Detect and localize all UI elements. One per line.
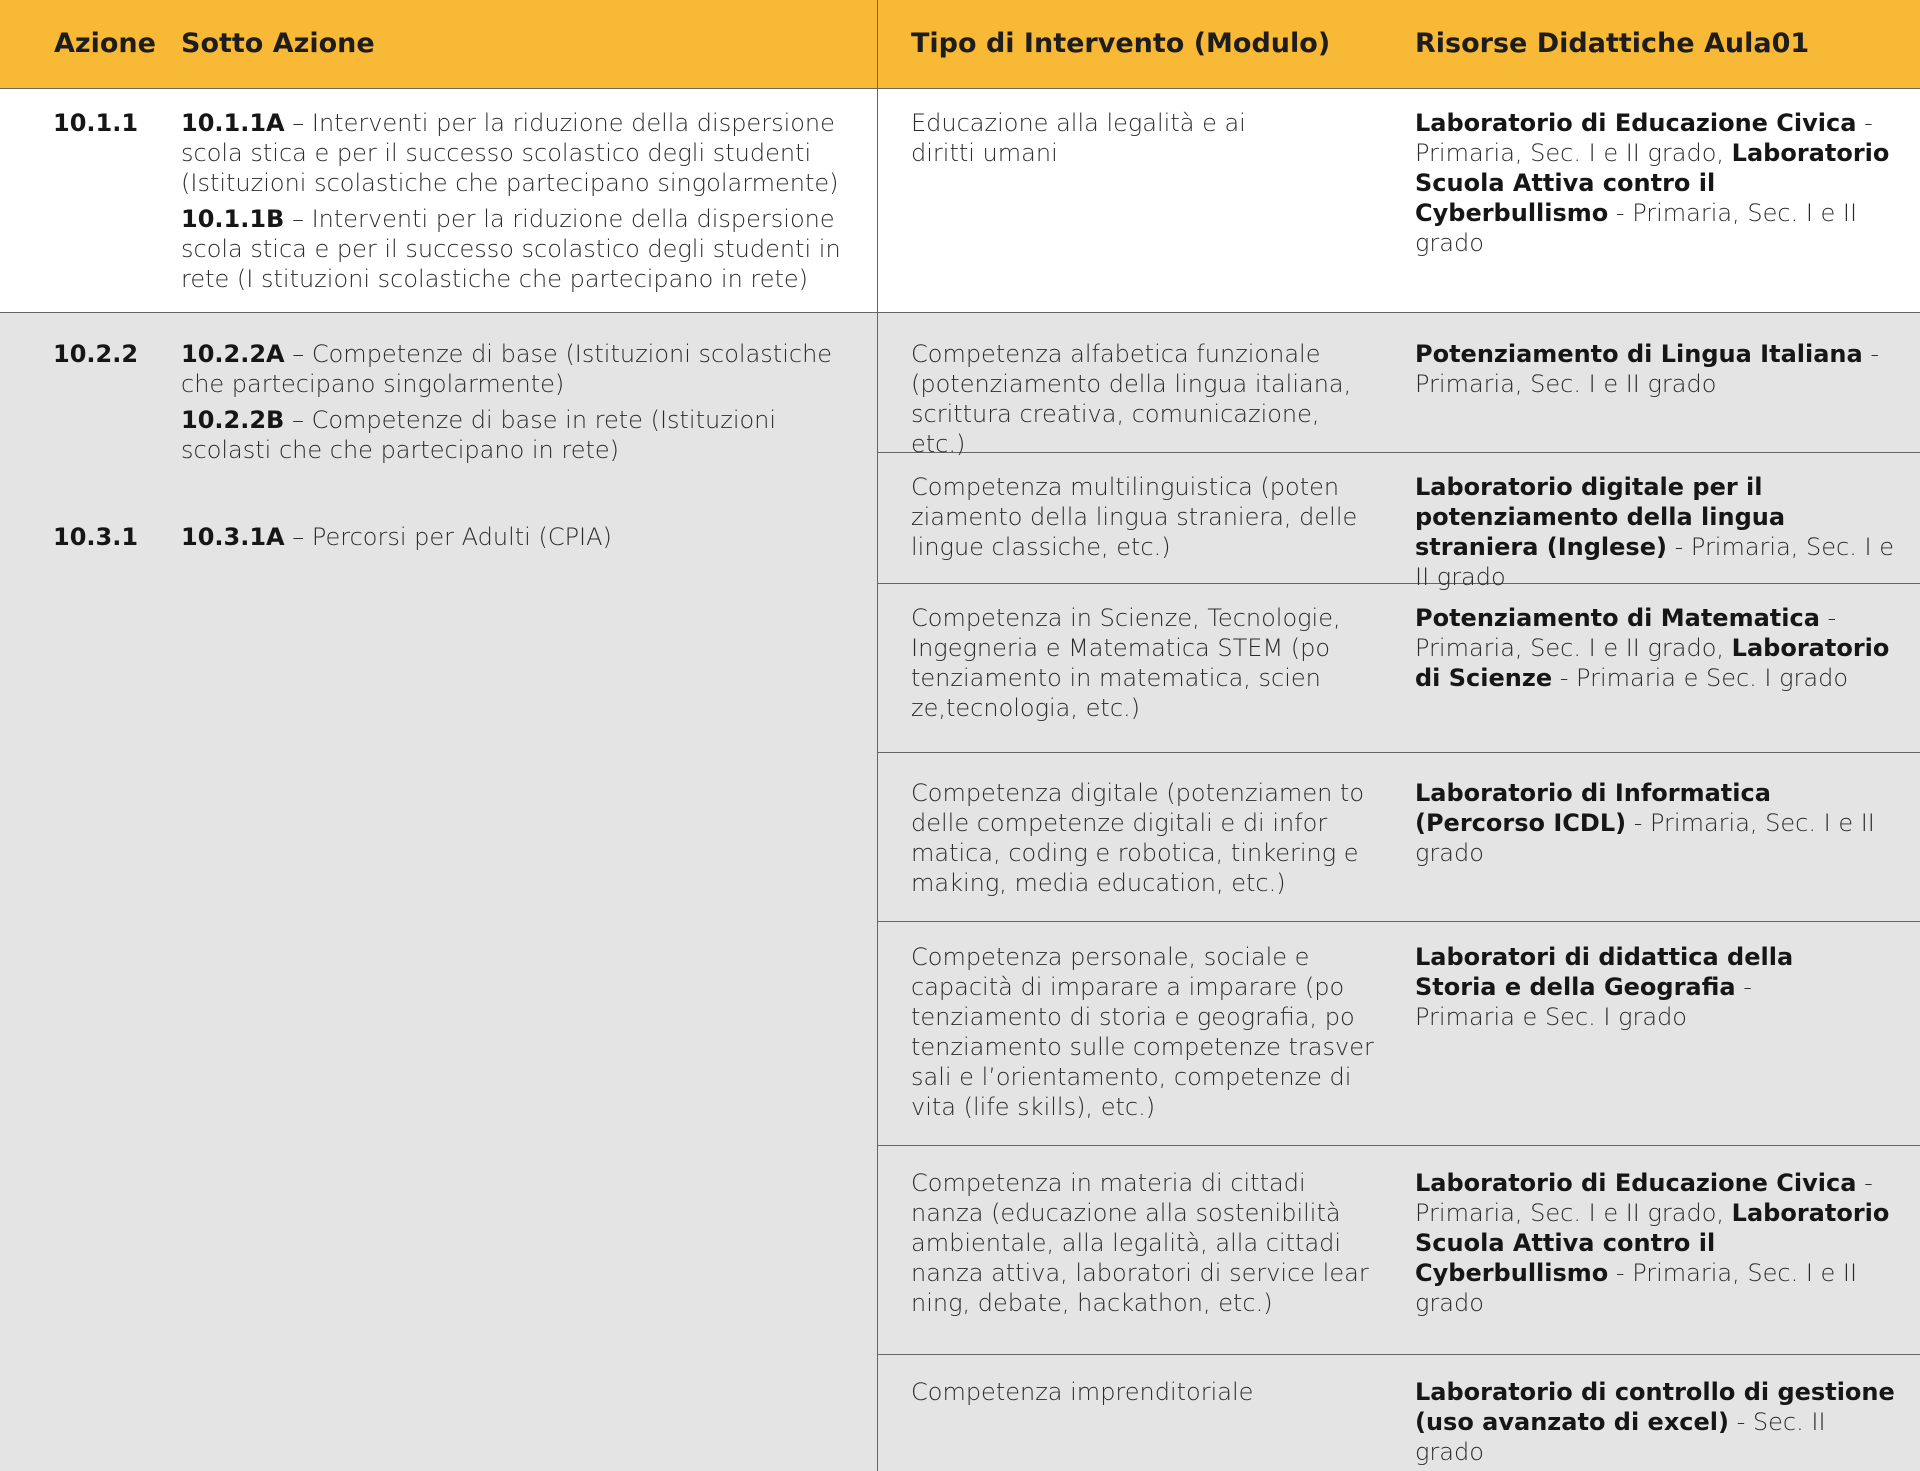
sotto-azione-item: 10.1.1B – Interventi per la riduzione della dispersione scola stica e per il successo scolastico degli studenti in rete (I stituzioni scolastiche che partecipano in rete) — [181, 205, 841, 293]
sotto-azione-item: 10.1.1A – Interventi per la riduzione della dispersione scola stica e per il successo scolastico degli studenti (Istituzioni scolastiche che partecipano singolarmente) — [181, 109, 839, 197]
row-divider — [878, 921, 1920, 922]
tipo-intervento: Competenza in Scienze, Tecnologie, Ingegneria e Matematica STEM (po tenziamento in matematica, scien ze,tecnologia, etc.) — [911, 604, 1341, 722]
header-risorse-didattiche: Risorse Didattiche Aula01 — [1415, 28, 1810, 59]
sotto-azione-item: 10.2.2B – Competenze di base in rete (Istituzioni scolasti che che partecipano in rete) — [181, 406, 777, 464]
risorse-didattiche: Laboratori di didattica della Storia e della Geografia - Primaria e Sec. I grado — [1415, 943, 1794, 1031]
risorse-didattiche: Potenziamento di Matematica - Primaria, Sec. I e II grado, Laboratorio di Scienze - Primaria e Sec. I grado — [1415, 604, 1890, 692]
risorse-didattiche: Laboratorio digitale per il potenziamento della lingua straniera (Inglese) - Primaria, Sec. I e II grado — [1415, 473, 1894, 591]
sotto-azione-item: 10.3.1A – Percorsi per Adulti (CPIA) — [181, 523, 612, 551]
header-tipo-intervento: Tipo di Intervento (Modulo) — [911, 28, 1331, 59]
tipo-intervento: Competenza personale, sociale e capacità di imparare a imparare (po tenziamento di storia e geografia, po tenziamento sulle competenze trasver sali e l’orientamento, competenze di vita (life skills), etc.) — [911, 943, 1374, 1121]
risorse-didattiche: Laboratorio di Educazione Civica - Primaria, Sec. I e II grado, Laboratorio Scuola Attiva contro il Cyberbullismo - Primaria, Sec. I e II grado — [1415, 1169, 1890, 1317]
sotto-azione-item: 10.2.2A – Competenze di base (Istituzioni scolastiche che partecipano singolarmente) — [181, 340, 833, 398]
header-sotto-azione: Sotto Azione — [181, 28, 375, 59]
azione-code: 10.1.1 — [53, 109, 139, 137]
row-divider — [878, 1354, 1920, 1355]
row-divider — [0, 88, 1920, 89]
risorse-didattiche: Potenziamento di Lingua Italiana - Primaria, Sec. I e II grado — [1415, 340, 1879, 398]
row-divider — [878, 752, 1920, 753]
header-azione: Azione — [54, 28, 156, 59]
risorse-didattiche: Laboratorio di controllo di gestione (uso avanzato di excel) - Sec. II grado — [1415, 1378, 1895, 1466]
row-divider — [0, 312, 1920, 313]
tipo-intervento: Competenza multilinguistica (poten ziamento della lingua straniera, delle lingue classiche, etc.) — [911, 473, 1358, 561]
tipo-intervento: Educazione alla legalità e ai diritti umani — [911, 109, 1246, 167]
row-divider — [878, 1145, 1920, 1146]
tipo-intervento: Competenza digitale (potenziamen to delle competenze digitali e di infor matica, coding e robotica, tinkering e making, media education, etc.) — [911, 779, 1365, 897]
risorse-didattiche: Laboratorio di Informatica (Percorso ICDL) - Primaria, Sec. I e II grado — [1415, 779, 1875, 867]
tipo-intervento: Competenza in materia di cittadi nanza (educazione alla sostenibilità ambientale, alla legalità, alla cittadi nanza attiva, laboratori di service lear ning, debate, hackathon, etc.) — [911, 1169, 1369, 1317]
risorse-didattiche: Laboratorio di Educazione Civica - Primaria, Sec. I e II grado, Laboratorio Scuola Attiva contro il Cyberbullismo - Primaria, Sec. I e II grado — [1415, 109, 1890, 257]
column-divider — [877, 0, 878, 1471]
tipo-intervento: Competenza imprenditoriale — [911, 1378, 1254, 1406]
azione-code: 10.3.1 — [53, 523, 139, 551]
azione-code: 10.2.2 — [53, 340, 139, 368]
tipo-intervento: Competenza alfabetica funzionale (potenziamento della lingua italiana, scrittura creativa, comunicazione, etc.) — [911, 340, 1352, 458]
